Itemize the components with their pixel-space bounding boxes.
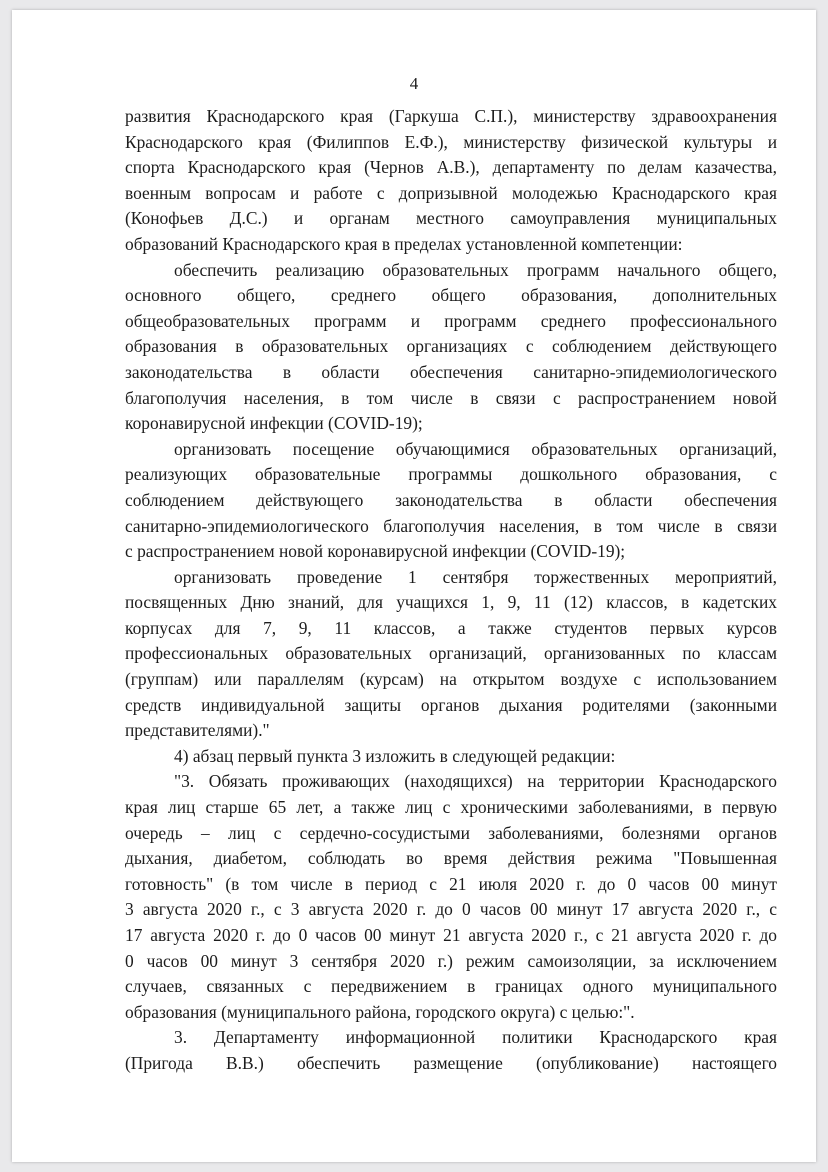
page-number: 4	[409, 74, 419, 93]
text-line: (Конофьев Д.С.) и органам местного самоуправления муниципальных	[125, 208, 777, 229]
text-line: 3. Департаменту информационной политики Краснодарского края	[174, 1027, 777, 1048]
document-page	[12, 10, 816, 1162]
text-line: организовать проведение 1 сентября торжественных мероприятий,	[174, 566, 777, 587]
text-line: основного общего, среднего общего образования, дополнительных	[125, 285, 777, 306]
text-line: представителями)."	[125, 720, 270, 741]
text-line: образования (муниципального района, городского округа) с целью:".	[125, 1001, 635, 1022]
text-line: образования в образовательных организациях с соблюдением действующего	[125, 336, 777, 357]
text-line: спорта Краснодарского края (Чернов А.В.), департаменту по делам казачества,	[125, 157, 777, 178]
text-line: профессиональных образовательных организаций, организованных по классам	[125, 643, 777, 664]
text-line: 17 августа 2020 г. до 0 часов 00 минут 21 августа 2020 г., с 21 августа 2020 г. до	[125, 925, 777, 945]
text-line: "3. Обязать проживающих (находящихся) на территории Краснодарского	[174, 771, 777, 792]
text-line: реализующих образовательные программы дошкольного образования, с	[125, 464, 777, 485]
text-line: случаев, связанных с передвижением в границах одного муниципального	[125, 976, 777, 997]
text-line: санитарно-эпидемиологического благополучия населения, в том числе в связи	[125, 515, 777, 536]
text-line: средств индивидуальной защиты органов дыхания родителями (законными	[125, 694, 777, 715]
text-line: готовность" (в том числе в период с 21 июля 2020 г. до 0 часов 00 минут	[125, 873, 777, 894]
text-line: 0 часов 00 минут 3 сентября 2020 г.) режим самоизоляции, за исключением	[125, 950, 777, 971]
text-line: образований Краснодарского края в пределах установленной компетенции:	[125, 233, 683, 254]
text-line: края лиц старше 65 лет, а также лиц с хроническими заболеваниями, в первую	[125, 797, 777, 818]
text-line: 3 августа 2020 г., с 3 августа 2020 г. до 0 часов 00 минут 17 августа 2020 г., с	[125, 899, 777, 920]
text-line: 4) абзац первый пункта 3 изложить в следующей редакции:	[174, 745, 616, 766]
text-line: дыхания, диабетом, соблюдать во время действия режима "Повышенная	[125, 848, 777, 869]
text-line: обеспечить реализацию образовательных программ начального общего,	[174, 259, 777, 280]
text-line: очередь – лиц с сердечно-сосудистыми заболеваниями, болезнями органов	[125, 822, 777, 843]
text-line: коронавирусной инфекции (COVID-19);	[125, 413, 423, 434]
text-line: с распространением новой коронавирусной инфекции (COVID-19);	[125, 541, 626, 562]
text-line: благополучия населения, в том числе в связи с распространением новой	[125, 387, 777, 408]
text-line: корпусах для 7, 9, 11 классов, а также студентов первых курсов	[125, 617, 777, 638]
text-line: организовать посещение обучающимися образовательных организаций,	[174, 438, 777, 459]
text-line: соблюдением действующего законодательства в области обеспечения	[125, 489, 777, 510]
text-line: законодательства в области обеспечения санитарно-эпидемиологического	[125, 361, 777, 382]
text-line: посвященных Дню знаний, для учащихся 1, 9, 11 (12) классов, в кадетских	[125, 592, 777, 613]
text-line: военным вопросам и работе с допризывной молодежью Краснодарского края	[125, 182, 777, 203]
text-line: общеобразовательных программ и программ среднего профессионального	[125, 310, 777, 331]
text-line: развития Краснодарского края (Гаркуша С.П.), министерству здравоохранения	[125, 106, 777, 126]
text-line: Краснодарского края (Филиппов Е.Ф.), министерству физической культуры и	[125, 131, 777, 152]
text-line: (группам) или параллелям (курсам) на открытом воздухе с использованием	[125, 669, 777, 690]
document-body	[125, 104, 777, 1077]
text-line: (Пригода В.В.) обеспечить размещение (опубликование) настоящего	[125, 1052, 777, 1073]
